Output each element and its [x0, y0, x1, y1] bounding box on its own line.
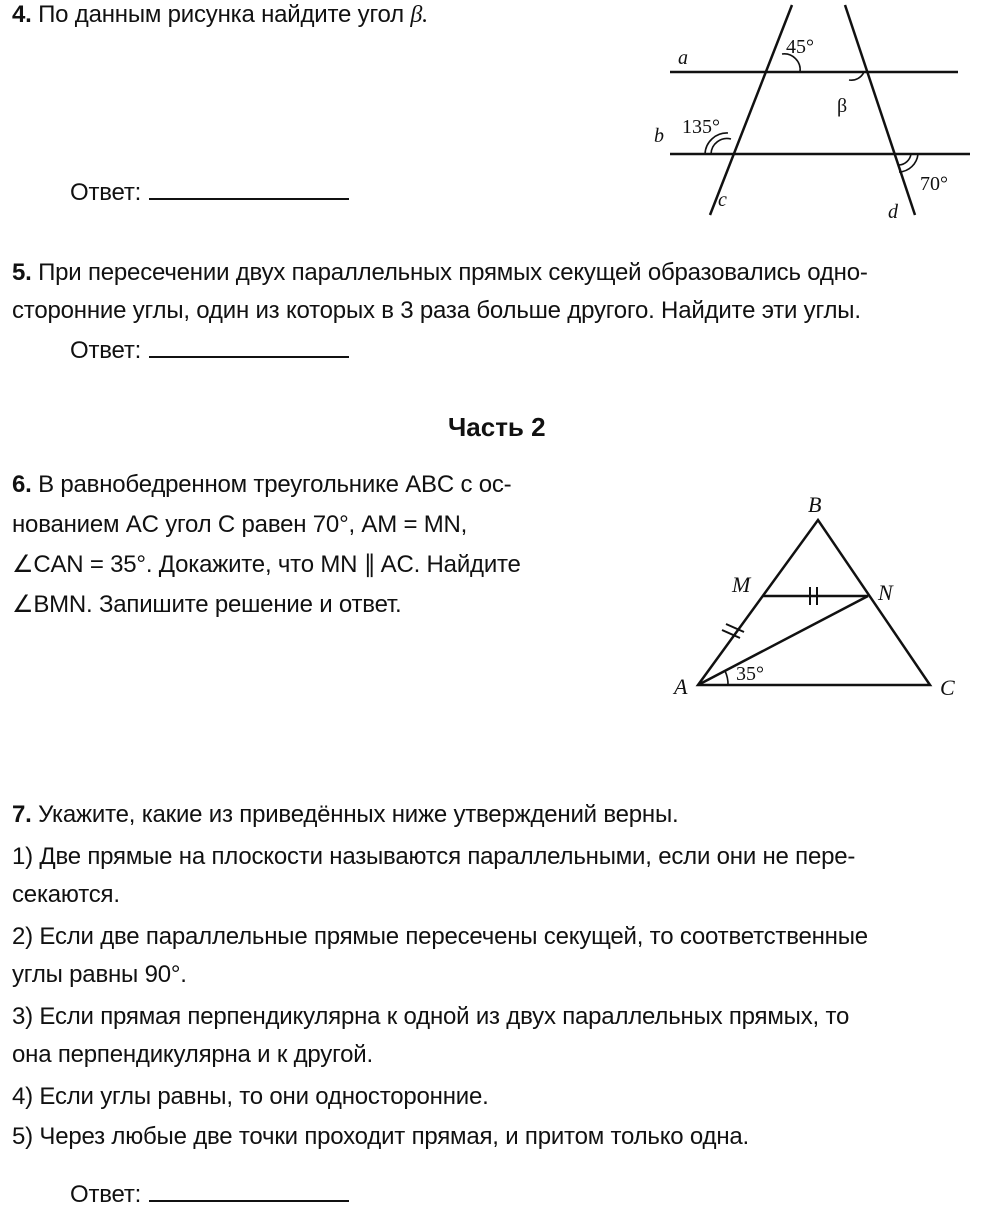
q6-line1: [12, 470, 511, 500]
q4-answer-blank[interactable]: [149, 176, 349, 200]
q4-angle-symbol: β.: [410, 2, 428, 28]
q5-answer: [70, 334, 349, 366]
q7-number: 7.: [12, 801, 32, 828]
label-70: 70°: [920, 173, 948, 195]
q6-figure: [660, 488, 986, 710]
q5-answer-label: Ответ:: [70, 337, 142, 364]
q7-s1-line1: 1) Две прямые на плоскости называются параллельными, если они не пере-: [12, 843, 856, 870]
q6-text-line1: В равнобедренном треугольнике ABC с ос-: [38, 471, 512, 498]
q7-answer-blank[interactable]: [149, 1178, 349, 1202]
q7-s5: 5) Через любые две точки проходит прямая, и притом только одна.: [12, 1123, 750, 1150]
q6-text-line4: ∠BMN. Запишите решение и ответ.: [12, 591, 402, 618]
label-a: a: [678, 47, 688, 69]
label-B: B: [808, 492, 822, 517]
line-d: [845, 5, 915, 215]
label-c: c: [718, 189, 727, 211]
q7-intro-line: [12, 800, 679, 830]
q7-s4: 4) Если углы равны, то они односторонние.: [12, 1083, 489, 1110]
q4-answer-label: Ответ:: [70, 179, 142, 206]
q4-answer: [70, 176, 349, 208]
q7-intro: Укажите, какие из приведённых ниже утверждений верны.: [38, 801, 679, 828]
arc-70-inner: [899, 154, 911, 165]
label-M: M: [732, 572, 751, 597]
label-35: 35°: [736, 663, 764, 685]
segment-an: [698, 596, 868, 685]
q7-s1-line2: секаются.: [12, 881, 120, 908]
part2-heading: Часть 2: [448, 412, 546, 442]
q7-s3-line2: она перпендикулярна и к другой.: [12, 1041, 373, 1068]
label-45: 45°: [786, 36, 814, 58]
q7-s2-line1: 2) Если две параллельные прямые пересечены секущей, то соответственные: [12, 923, 868, 950]
q5-text-line1: При пересечении двух параллельных прямых секущей образовались одно-: [38, 259, 868, 286]
label-N: N: [878, 580, 893, 605]
arc-35: [725, 671, 728, 685]
q7-answer: [70, 1178, 349, 1210]
q4-figure: [640, 0, 986, 225]
q7-s2-line2: углы равны 90°.: [12, 961, 187, 988]
label-d: d: [888, 201, 898, 223]
q7-s3-line1: 3) Если прямая перпендикулярна к одной из двух параллельных прямых, то: [12, 1003, 850, 1030]
label-A: A: [674, 674, 688, 699]
label-b: b: [654, 125, 664, 147]
q6-text-line2: нованием AC угол C равен 70°, AM = MN,: [12, 511, 468, 538]
q5-line1: [12, 258, 868, 288]
q4-text: [12, 0, 428, 30]
q6-number: 6.: [12, 471, 32, 498]
arc-70-outer: [899, 154, 918, 172]
q4-number: 4.: [12, 1, 32, 28]
triangle-abc: [698, 520, 930, 685]
q4-question: По данным рисунка найдите угол: [38, 1, 404, 28]
q6-text-line3: ∠CAN = 35°. Докажите, что MN ∥ AC. Найдите: [12, 551, 521, 578]
line-c: [710, 5, 792, 215]
arc-135-inner: [711, 138, 731, 154]
label-C: C: [940, 675, 955, 700]
label-135: 135°: [682, 116, 720, 138]
q5-answer-blank[interactable]: [149, 334, 349, 358]
q5-text-line2: сторонние углы, один из которых в 3 раза больше другого. Найдите эти углы.: [12, 297, 861, 324]
q5-number: 5.: [12, 259, 32, 286]
label-beta: β: [837, 95, 848, 117]
q7-answer-label: Ответ:: [70, 1181, 142, 1208]
